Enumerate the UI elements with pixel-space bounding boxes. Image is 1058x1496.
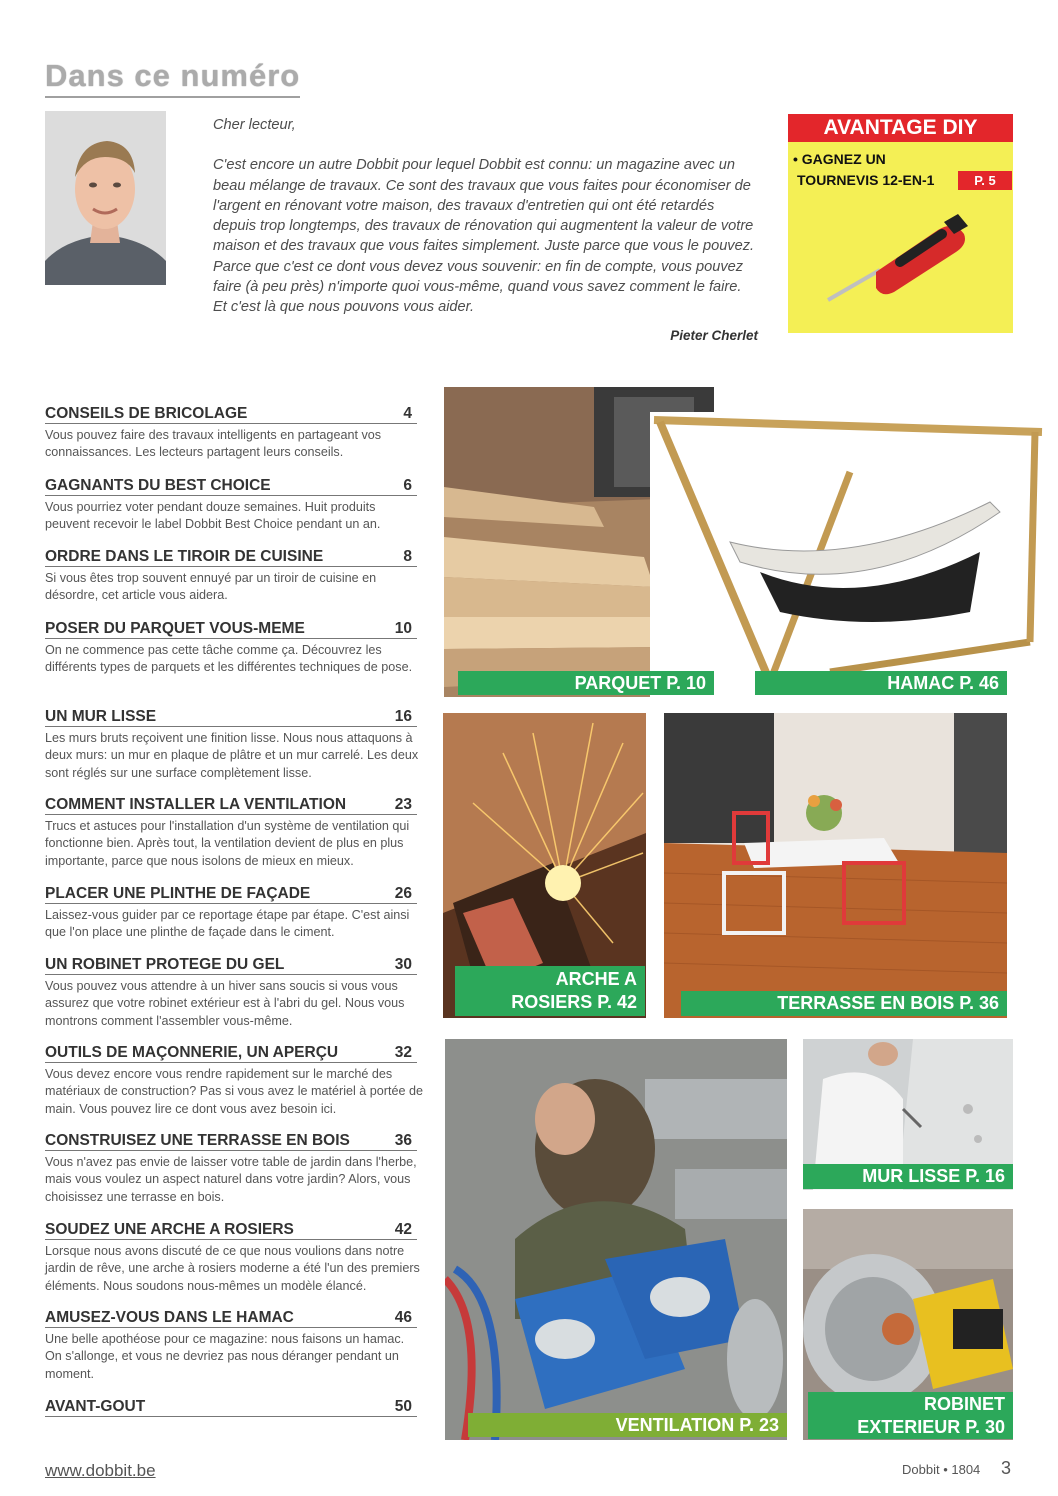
toc-item[interactable] xyxy=(45,405,423,462)
toc-item-title[interactable]: GAGNANTS DU BEST CHOICE xyxy=(45,477,271,494)
toc-item-title[interactable]: CONSTRUISEZ UNE TERRASSE EN BOIS xyxy=(45,1132,350,1149)
toc-item-desc: Une belle apothéose pour ce magazine: nous faisons un hamac. On s'allonge, et vous ne devriez pas nous déranger pendant un moment. xyxy=(45,1332,405,1381)
toc-item-title[interactable]: OUTILS DE MAÇONNERIE, UN APERÇU xyxy=(45,1044,339,1061)
toc-item-page: 30 xyxy=(394,956,412,973)
toc-item-page: 16 xyxy=(394,708,412,725)
photo-label-ventilation: VENTILATION P. 23 xyxy=(468,1413,787,1437)
toc-item-title[interactable]: POSER DU PARQUET VOUS-MEME xyxy=(45,620,305,637)
toc-item-page: 42 xyxy=(394,1221,412,1238)
toc-item-desc: Laissez-vous guider par ce reportage étape par étape. C'est ainsi que l'on place une plinthe de façade dans le ciment. xyxy=(45,908,410,940)
toc-item[interactable] xyxy=(45,1309,423,1383)
toc-item[interactable] xyxy=(45,548,423,605)
toc-item-title[interactable]: SOUDEZ UNE ARCHE A ROSIERS xyxy=(45,1221,294,1238)
screwdriver-icon xyxy=(818,200,978,310)
toc-item[interactable] xyxy=(45,885,423,942)
photo-label-robinet-line-1: ROBINET xyxy=(924,1394,1005,1414)
toc-item-page: 6 xyxy=(403,477,412,494)
toc-item-page: 50 xyxy=(394,1398,412,1415)
toc-item-title[interactable]: CONSEILS DE BRICOLAGE xyxy=(45,405,248,422)
toc-item[interactable] xyxy=(45,956,423,1030)
toc-item-title[interactable]: PLACER UNE PLINTHE DE FAÇADE xyxy=(45,885,311,902)
photo-label-terrasse: TERRASSE EN BOIS P. 36 xyxy=(681,991,1007,1016)
toc-item-desc: Vous n'avez pas envie de laisser votre table de jardin dans l'herbe, mais vous voulez un aspect naturel dans votre jardin? Alors, vous choisissez une terrasse en bois. xyxy=(45,1155,417,1204)
editor-letter xyxy=(213,115,758,346)
photo-label-arche xyxy=(455,966,645,1016)
toc-item[interactable] xyxy=(45,477,423,534)
promo-page-badge: P. 5 xyxy=(958,171,1012,190)
toc-item-desc: Vous devez encore vous rendre rapidement sur le marché des matériaux de construction? Pas si vous avez le matériel à portée de main. Vous pouvez lire ce dont vous avez besoin ici. xyxy=(45,1067,424,1116)
toc-item[interactable] xyxy=(45,1044,423,1118)
toc-item[interactable] xyxy=(45,708,423,782)
photo-label-robinet-line-2: EXTERIEUR P. 30 xyxy=(857,1417,1005,1437)
letter-body: C'est encore un autre Dobbit pour lequel Dobbit est connu: un magazine avec un beau mélange de travaux. Ce sont des travaux que vous faites pour économiser de l'argent en rénovant votre maison, des travaux d'entretien qui ont été retardés depuis trop longtemps, des travaux de rénovation qui augmentent la valeur de votre maison et des travaux que vous faites simplement. Juste parce que vous le pouvez. Parce que c'est ce dont vous devez vous souvenir: en fin de compte, vous pouvez faire (à peu près) n'importe quoi vous-même, quand vous savez comment le faire. Et c'est là que nous pouvons vous aider. xyxy=(213,157,755,316)
photo-hamac[interactable] xyxy=(650,412,1047,697)
page-number: 3 xyxy=(1001,1458,1012,1478)
toc-item-page: 32 xyxy=(394,1044,412,1061)
toc-item-page: 46 xyxy=(394,1309,412,1326)
toc-item-desc: Vous pouvez vous attendre à un hiver sans soucis si vous vous assurez que votre robinet extérieur est à l'abri du gel. Nous vous montrons comment l'assembler vous-même. xyxy=(45,979,405,1028)
toc-item-title[interactable]: ORDRE DANS LE TIROIR DE CUISINE xyxy=(45,548,324,565)
toc-item-title[interactable]: COMMENT INSTALLER LA VENTILATION xyxy=(45,796,347,813)
photo-label-mur: MUR LISSE P. 16 xyxy=(803,1164,1013,1189)
promo-line-2: TOURNEVIS 12-EN-1 xyxy=(797,172,935,188)
toc-item-page: 23 xyxy=(394,796,412,813)
toc-item-desc: Trucs et astuces pour l'installation d'un système de ventilation qui fonctionne bien. Après tout, la ventilation devient de plus en plus importante, parce que nous isolons de mieux en mieux. xyxy=(45,819,410,868)
letter-greeting: Cher lecteur, xyxy=(213,117,296,133)
toc-item-desc: Les murs bruts reçoivent une finition lisse. Nous nous attaquons à deux murs: un mur en plaque de plâtre et un mur carrelé. Les deux sont réglés sur une surface complètement lisse. xyxy=(45,731,419,780)
photo-ventilation[interactable] xyxy=(445,1039,787,1440)
photo-label-hamac: HAMAC P. 46 xyxy=(755,671,1007,695)
toc-item-page: 36 xyxy=(394,1132,412,1149)
toc-item-desc: Lorsque nous avons discuté de ce que nous voulions dans notre jardin de rêve, une arche à rosiers moderne a été l'un des premiers éléments. Nous soudons nous-mêmes un modèle élancé. xyxy=(45,1244,420,1293)
promo-line-1: • GAGNEZ UN xyxy=(793,151,886,167)
promo-box[interactable] xyxy=(788,114,1013,333)
footer-issue: Dobbit • 1804 xyxy=(902,1462,981,1477)
toc-item-page: 10 xyxy=(394,620,412,637)
toc-item-desc: Vous pourriez voter pendant douze semaines. Huit produits peuvent recevoir le label Dobbit Best Choice pendant un an. xyxy=(45,500,381,532)
toc-item[interactable] xyxy=(45,1132,423,1206)
photo-label-arche-line-2: ROSIERS P. 42 xyxy=(511,992,637,1012)
toc-item-title[interactable]: AMUSEZ-VOUS DANS LE HAMAC xyxy=(45,1309,294,1326)
letter-signature: Pieter Cherlet xyxy=(670,327,758,343)
toc-item-title[interactable]: UN MUR LISSE xyxy=(45,708,157,725)
editor-portrait xyxy=(45,111,166,285)
footer-website-link[interactable]: www.dobbit.be xyxy=(45,1461,156,1480)
photo-terrasse[interactable] xyxy=(664,713,1007,1018)
toc-item[interactable] xyxy=(45,796,423,870)
toc-item-page: 4 xyxy=(403,405,412,422)
toc-item-title[interactable]: UN ROBINET PROTEGE DU GEL xyxy=(45,956,285,973)
toc-item-page: 8 xyxy=(403,548,412,565)
toc-item[interactable] xyxy=(45,1221,423,1295)
photo-label-parquet: PARQUET P. 10 xyxy=(458,671,714,695)
toc-item[interactable] xyxy=(45,620,423,677)
photo-label-robinet xyxy=(808,1392,1013,1439)
toc-item-page: 26 xyxy=(394,885,412,902)
toc-item-desc: On ne commence pas cette tâche comme ça. Découvrez les différents types de parquets et les différentes techniques de pose. xyxy=(45,643,413,675)
toc-item-desc: Si vous êtes trop souvent ennuyé par un tiroir de cuisine en désordre, cet article vous aidera. xyxy=(45,571,377,603)
page-title: Dans ce numéro xyxy=(45,58,300,98)
promo-title: AVANTAGE DIY xyxy=(788,114,1013,142)
toc-item[interactable] xyxy=(45,1398,423,1417)
toc-item-desc: Vous pouvez faire des travaux intelligents en partageant vos connaissances. Les lecteurs partagent leurs conseils. xyxy=(45,428,382,460)
photo-label-arche-line-1: ARCHE A xyxy=(555,969,637,989)
toc-item-title[interactable]: AVANT-GOUT xyxy=(45,1398,146,1415)
